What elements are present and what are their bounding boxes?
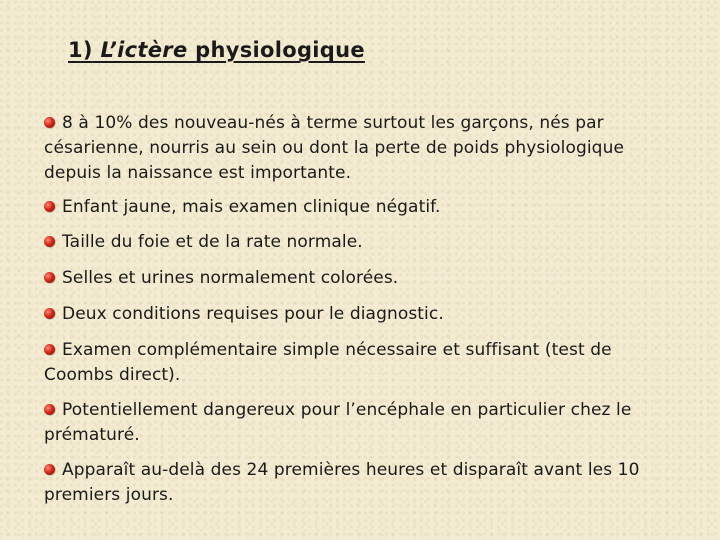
red-sphere-bullet-icon <box>44 344 55 355</box>
bullet-text: Potentiellement dangereux pour l’encéphale en particulier chez le prématuré. <box>44 400 632 445</box>
bullet-text: 8 à 10% des nouveau-nés à terme surtout les garçons, nés par césarienne, nourris au sein ou dont la perte de poids physiologique depuis la naissance est importante. <box>44 113 625 183</box>
title-rest: physiologique <box>195 38 365 62</box>
bullet-text: Apparaît au-delà des 24 premières heures et disparaît avant les 10 premiers jours. <box>44 460 640 505</box>
bullet-text: Examen complémentaire simple nécessaire et suffisant (test de Coombs direct). <box>44 340 612 385</box>
red-sphere-bullet-icon <box>44 464 55 475</box>
bullet-item <box>44 302 669 327</box>
bullet-item <box>44 458 669 508</box>
red-sphere-bullet-icon <box>44 236 55 247</box>
red-sphere-bullet-icon <box>44 404 55 415</box>
slide-title <box>68 38 365 62</box>
red-sphere-bullet-icon <box>44 201 55 212</box>
bullet-text: Taille du foie et de la rate normale. <box>62 232 363 252</box>
title-prefix: L’ictère <box>100 38 188 62</box>
title-number: 1) <box>68 38 93 62</box>
bullet-item <box>44 195 669 220</box>
bullet-text: Deux conditions requises pour le diagnostic. <box>62 304 444 324</box>
bullet-text: Selles et urines normalement colorées. <box>62 268 399 288</box>
bullet-item <box>44 230 669 255</box>
red-sphere-bullet-icon <box>44 272 55 283</box>
red-sphere-bullet-icon <box>44 117 55 128</box>
bullet-item <box>44 111 669 186</box>
bullet-item <box>44 266 669 291</box>
bullet-item <box>44 398 669 448</box>
red-sphere-bullet-icon <box>44 308 55 319</box>
bullet-text: Enfant jaune, mais examen clinique négatif. <box>62 197 441 217</box>
bullet-item <box>44 338 669 388</box>
